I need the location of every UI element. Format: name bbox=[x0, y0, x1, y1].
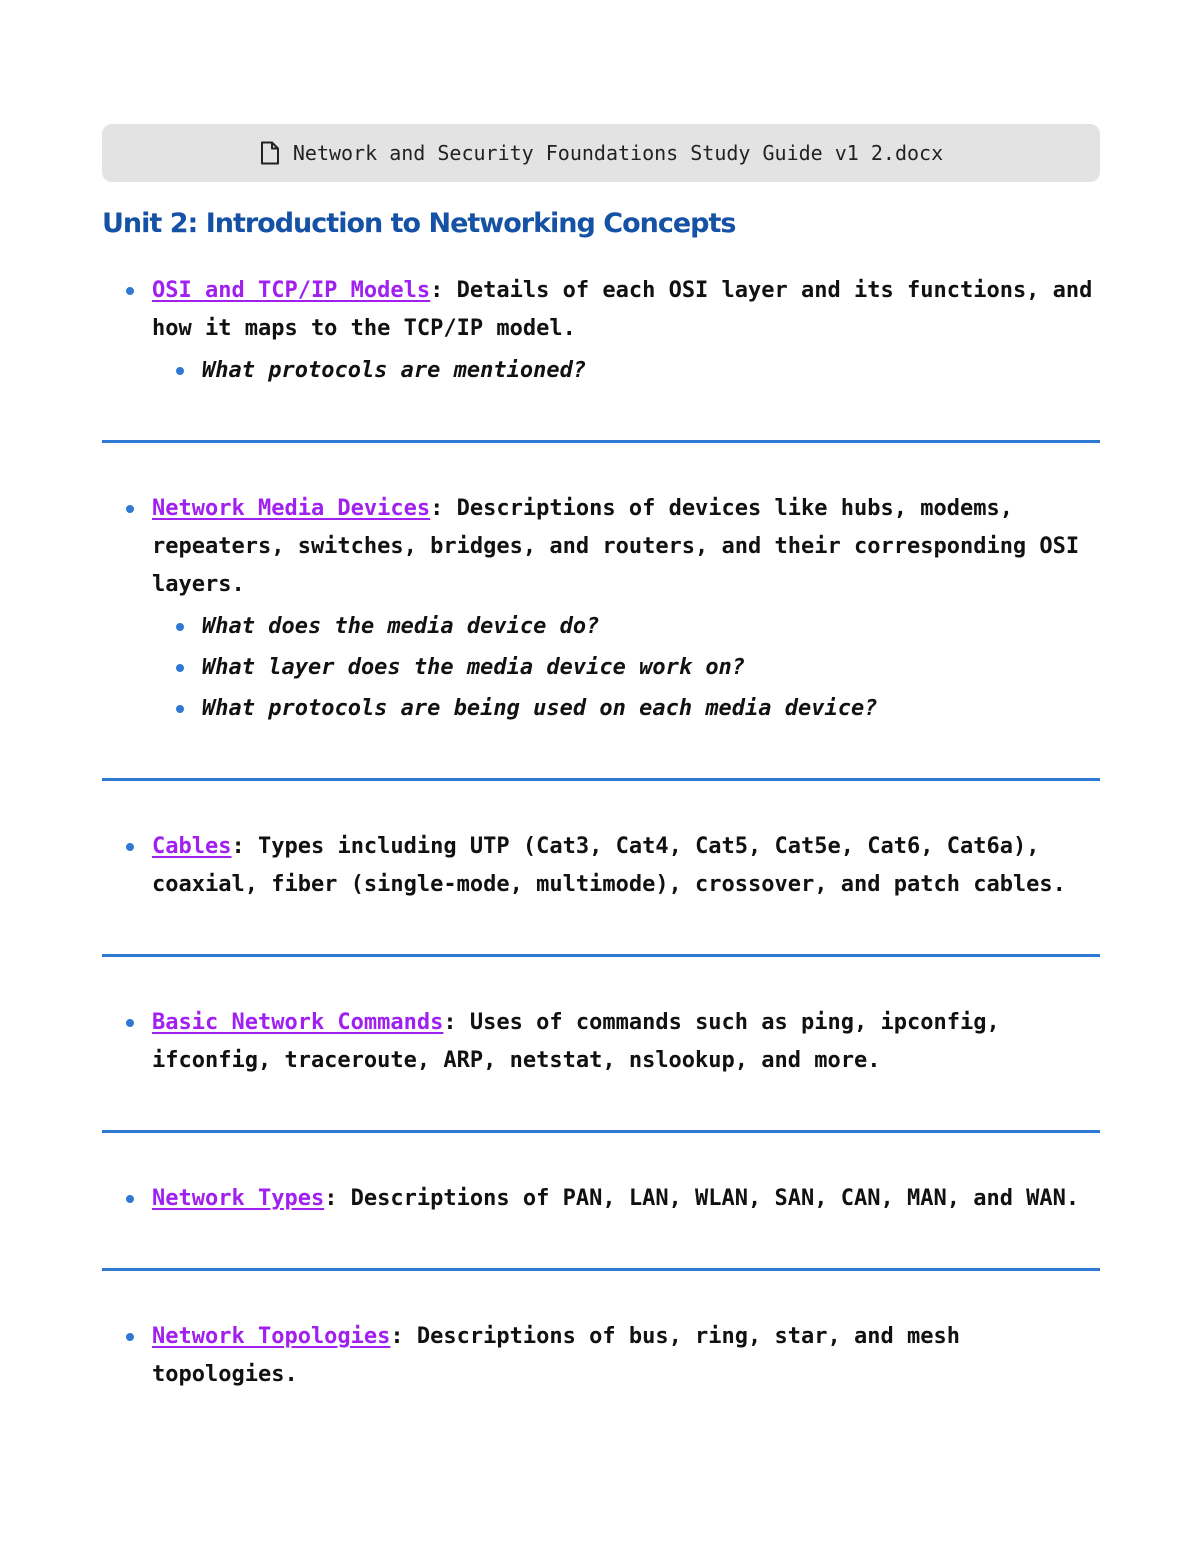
topic-list bbox=[102, 828, 1100, 904]
section-network-media-devices bbox=[102, 490, 1100, 729]
unit-title: Unit 2: Introduction to Networking Concepts bbox=[102, 208, 736, 239]
document-page bbox=[102, 124, 1100, 1394]
question-text: What layer does the media device work on? bbox=[202, 655, 746, 680]
topic-link[interactable]: OSI and TCP/IP Models bbox=[152, 278, 431, 303]
file-name: Network and Security Foundations Study Guide v1 2.docx bbox=[292, 141, 944, 165]
section-osi-tcpip bbox=[102, 272, 1100, 391]
topic-link[interactable]: Network Topologies bbox=[152, 1324, 391, 1349]
section-cables bbox=[102, 828, 1100, 904]
bullet-icon bbox=[126, 1195, 134, 1203]
section-divider bbox=[102, 1268, 1100, 1271]
topic-item bbox=[102, 1318, 1100, 1394]
section-network-topologies bbox=[102, 1318, 1100, 1394]
section-divider bbox=[102, 440, 1100, 443]
topic-list bbox=[102, 1180, 1100, 1218]
question-list bbox=[152, 606, 1100, 729]
document-icon bbox=[259, 141, 281, 165]
section-basic-network-commands bbox=[102, 1004, 1100, 1080]
question-item bbox=[152, 350, 1100, 391]
question-text: What protocols are being used on each media device? bbox=[202, 696, 878, 721]
bullet-icon bbox=[126, 843, 134, 851]
question-item bbox=[152, 606, 1100, 647]
topic-link[interactable]: Network Types bbox=[152, 1186, 325, 1211]
topic-description: : Descriptions of bus, ring, star, and mesh topologies. bbox=[152, 1324, 960, 1387]
bullet-icon bbox=[176, 367, 184, 375]
bullet-icon bbox=[126, 1019, 134, 1027]
topic-list bbox=[102, 1318, 1100, 1394]
section-divider bbox=[102, 1130, 1100, 1133]
section-divider bbox=[102, 954, 1100, 957]
topic-description: : Uses of commands such as ping, ipconfig, ifconfig, traceroute, ARP, netstat, nslookup, and more. bbox=[152, 1010, 1000, 1073]
topic-item bbox=[102, 490, 1100, 729]
topic-link[interactable]: Cables bbox=[152, 834, 232, 859]
question-item bbox=[152, 647, 1100, 688]
section-divider bbox=[102, 778, 1100, 781]
bullet-icon bbox=[176, 623, 184, 631]
topic-item bbox=[102, 828, 1100, 904]
question-list bbox=[152, 350, 1100, 391]
topic-description: : Descriptions of PAN, LAN, WLAN, SAN, CAN, MAN, and WAN. bbox=[324, 1186, 1080, 1211]
bullet-icon bbox=[176, 705, 184, 713]
bullet-icon bbox=[176, 664, 184, 672]
topic-list bbox=[102, 1004, 1100, 1080]
topic-list bbox=[102, 490, 1100, 729]
bullet-icon bbox=[126, 1333, 134, 1341]
topic-description: : Descriptions of devices like hubs, modems, repeaters, switches, bridges, and routers, and their corresponding OSI layers. bbox=[152, 496, 1080, 597]
topic-description: : Details of each OSI layer and its functions, and how it maps to the TCP/IP model. bbox=[152, 278, 1093, 341]
bullet-icon bbox=[126, 287, 134, 295]
topic-description: : Types including UTP (Cat3, Cat4, Cat5, Cat5e, Cat6, Cat6a), coaxial, fiber (single-mode, multimode), crossover, and patch cables. bbox=[152, 834, 1066, 897]
topic-link[interactable]: Network Media Devices bbox=[152, 496, 431, 521]
file-name-bar[interactable] bbox=[102, 124, 1100, 182]
topic-item bbox=[102, 272, 1100, 391]
bullet-icon bbox=[126, 505, 134, 513]
section-network-types bbox=[102, 1180, 1100, 1218]
topic-item bbox=[102, 1180, 1100, 1218]
topic-list bbox=[102, 272, 1100, 391]
question-text: What protocols are mentioned? bbox=[202, 358, 587, 383]
topic-link[interactable]: Basic Network Commands bbox=[152, 1010, 444, 1035]
question-item bbox=[152, 688, 1100, 729]
topic-item bbox=[102, 1004, 1100, 1080]
question-text: What does the media device do? bbox=[202, 614, 600, 639]
